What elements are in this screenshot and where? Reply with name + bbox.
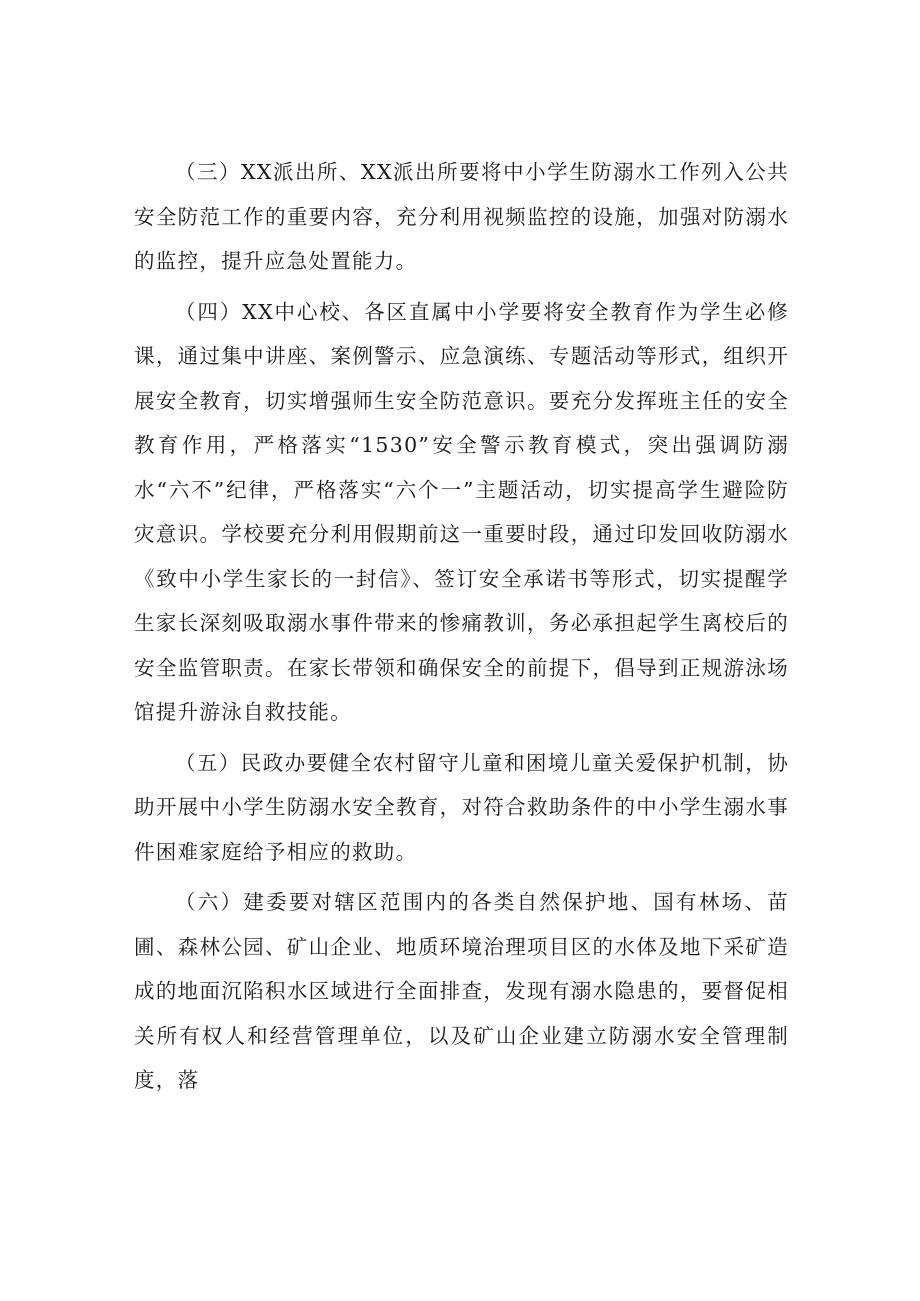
paragraph-3: （三）XX派出所、XX派出所要将中小学生防溺水工作列入公共安全防范工作的重要内容，充分利用视频监控的设施，加强对防溺水的监控，提升应急处置能力。 <box>134 160 789 273</box>
paragraph-5: （五）民政办要健全农村留守儿童和困境儿童关爱保护机制，协助开展中小学生防溺水安全教育，对符合救助条件的中小学生溺水事件困难家庭给予相应的救助。 <box>134 750 789 864</box>
document-body <box>134 150 789 1103</box>
paragraph-4: （四）XX中心校、各区直属中小学要将安全教育作为学生必修课，通过集中讲座、案例警示、应急演练、专题活动等形式，组织开展安全教育，切实增强师生安全防范意识。要充分发挥班主任的安全教育作用，严格落实“1530”安全警示教育模式，突出强调防溺水“六不”纪律，严格落实“六个一”主题活动，切实提高学生避险防灾意识。学校要充分利用假期前这一重要时段，通过印发回收防溺水《致中小学生家长的一封信》、签订安全承诺书等形式，切实提醒学生家长深刻吸取溺水事件带来的惨痛教训，务必承担起学生离校后的安全监管职责。在家长带领和确保安全的前提下，倡导到正规游泳场馆提升游泳自救技能。 <box>134 299 789 724</box>
paragraph-6: （六）建委要对辖区范围内的各类自然保护地、国有林场、苗圃、森林公园、矿山企业、地质环境治理项目区的水体及地下采矿造成的地面沉陷积水区域进行全面排查，发现有溺水隐患的，要督促相关所有权人和经营管理单位，以及矿山企业建立防溺水安全管理制度，落 <box>134 890 789 1092</box>
